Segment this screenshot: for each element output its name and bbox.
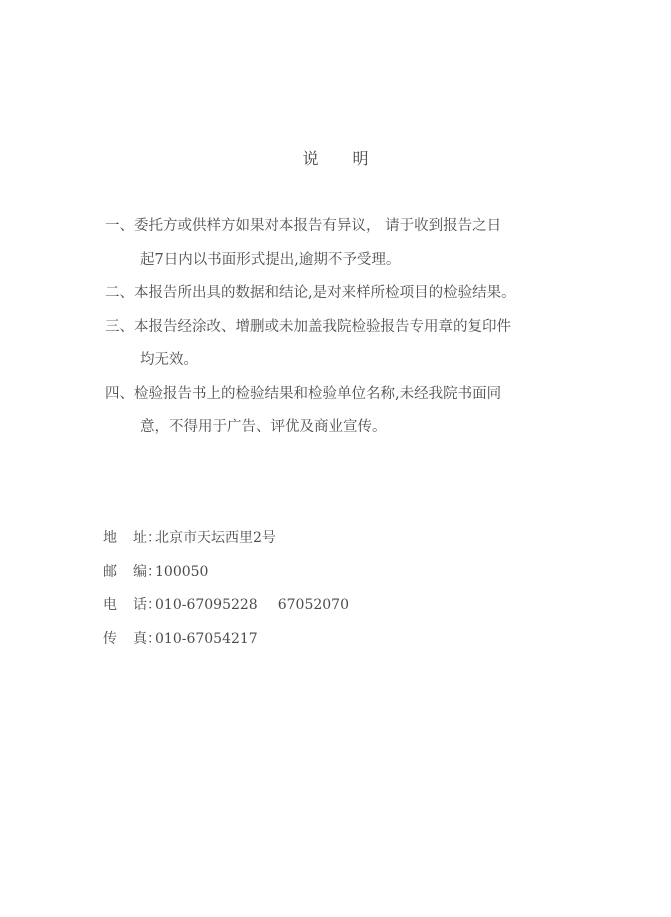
title-char-2: 明 bbox=[352, 149, 369, 168]
title-char-1: 说 bbox=[302, 149, 319, 168]
phone-label-a: 电 bbox=[103, 597, 117, 613]
postcode-label bbox=[103, 556, 161, 590]
address-label-b: 址： bbox=[133, 530, 161, 546]
phone-label bbox=[103, 589, 161, 623]
note-item-1 bbox=[105, 210, 580, 277]
note-item-2 bbox=[105, 277, 580, 311]
contact-fax bbox=[103, 623, 349, 657]
note-2-line-1: 二、本报告所出具的数据和结论,是对来样所检项目的检验结果。 bbox=[105, 285, 516, 301]
note-4-line-1: 四、检验报告书上的检验结果和检验单位名称,未经我院书面同 bbox=[105, 385, 502, 402]
note-3-line-2: 均无效。 bbox=[140, 352, 198, 368]
contact-phone bbox=[103, 589, 349, 623]
contact-info bbox=[103, 522, 349, 656]
contact-address bbox=[103, 522, 349, 556]
fax-label-b: 真： bbox=[133, 630, 161, 647]
phone-value: 010-67095228 bbox=[155, 597, 258, 613]
phone-label-b: 话： bbox=[133, 597, 161, 613]
phone-value-2: 67052070 bbox=[277, 597, 349, 613]
notes-list bbox=[105, 210, 580, 445]
fax-value: 010-67054217 bbox=[155, 630, 258, 647]
postcode-value: 100050 bbox=[155, 563, 209, 580]
address-label bbox=[103, 522, 161, 556]
address-label-a: 地 bbox=[103, 530, 117, 546]
fax-label bbox=[103, 623, 161, 657]
postcode-label-a: 邮 bbox=[103, 563, 117, 580]
note-4-line-2: 意，不得用于广告、评优及商业宣传。 bbox=[140, 419, 387, 435]
page-title bbox=[0, 146, 671, 169]
fax-label-a: 传 bbox=[103, 630, 117, 647]
contact-postcode bbox=[103, 556, 349, 590]
note-1-line-2: 起7日内以书面形式提出,逾期不予受理。 bbox=[140, 251, 401, 268]
note-item-3 bbox=[105, 311, 580, 378]
note-3-line-1: 三、本报告经涂改、增删或未加盖我院检验报告专用章的复印件 bbox=[105, 318, 511, 335]
note-item-4 bbox=[105, 378, 580, 445]
note-1-line-1: 一、委托方或供样方如果对本报告有异议， 请于收到报告之日 bbox=[105, 218, 502, 234]
postcode-label-b: 编： bbox=[133, 563, 161, 580]
address-value: 北京市天坛西里2号 bbox=[155, 530, 276, 546]
